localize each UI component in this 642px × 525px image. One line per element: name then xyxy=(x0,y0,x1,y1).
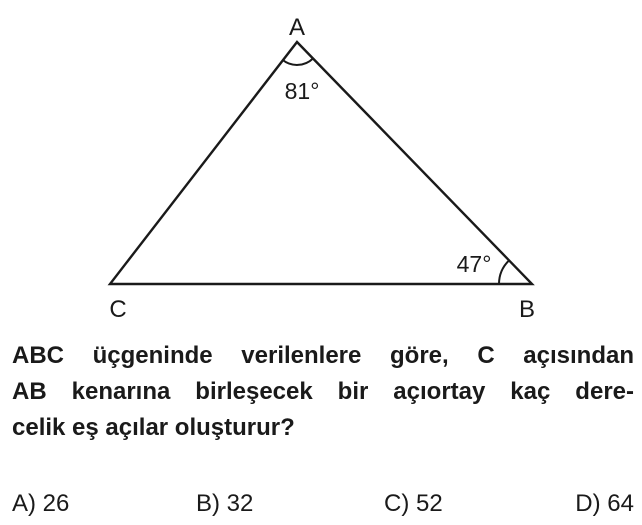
option-a-value: 26 xyxy=(42,490,70,517)
vertex-label-c: C xyxy=(109,296,127,323)
angle-label-b: 47° xyxy=(456,251,492,277)
answer-options xyxy=(12,490,634,524)
vertex-label-b: B xyxy=(518,296,536,323)
option-c[interactable] xyxy=(384,490,443,518)
option-c-value: 52 xyxy=(416,490,443,517)
option-a[interactable] xyxy=(12,490,69,518)
question-line-1: ABC üçgeninde verilenlere göre, C açısından xyxy=(12,342,634,369)
angle-label-a: 81° xyxy=(284,78,320,104)
vertex-label-a: A xyxy=(288,14,306,41)
question-line-2: AB kenarına birleşecek bir açıortay kaç dere- xyxy=(12,378,634,405)
option-d-letter: D) xyxy=(575,490,601,517)
question-line-3: celik eş açılar oluşturur? xyxy=(12,414,295,441)
option-d-value: 64 xyxy=(607,490,634,517)
angle-arc-a xyxy=(282,59,313,65)
option-a-letter: A) xyxy=(12,490,36,517)
option-c-letter: C) xyxy=(384,490,410,517)
angle-arc-b xyxy=(499,260,509,284)
option-b-letter: B) xyxy=(196,490,220,517)
triangle-abc xyxy=(110,42,532,284)
option-b-value: 32 xyxy=(226,490,254,517)
question-text xyxy=(12,338,634,446)
option-b[interactable] xyxy=(196,490,253,518)
option-d[interactable] xyxy=(575,490,634,518)
